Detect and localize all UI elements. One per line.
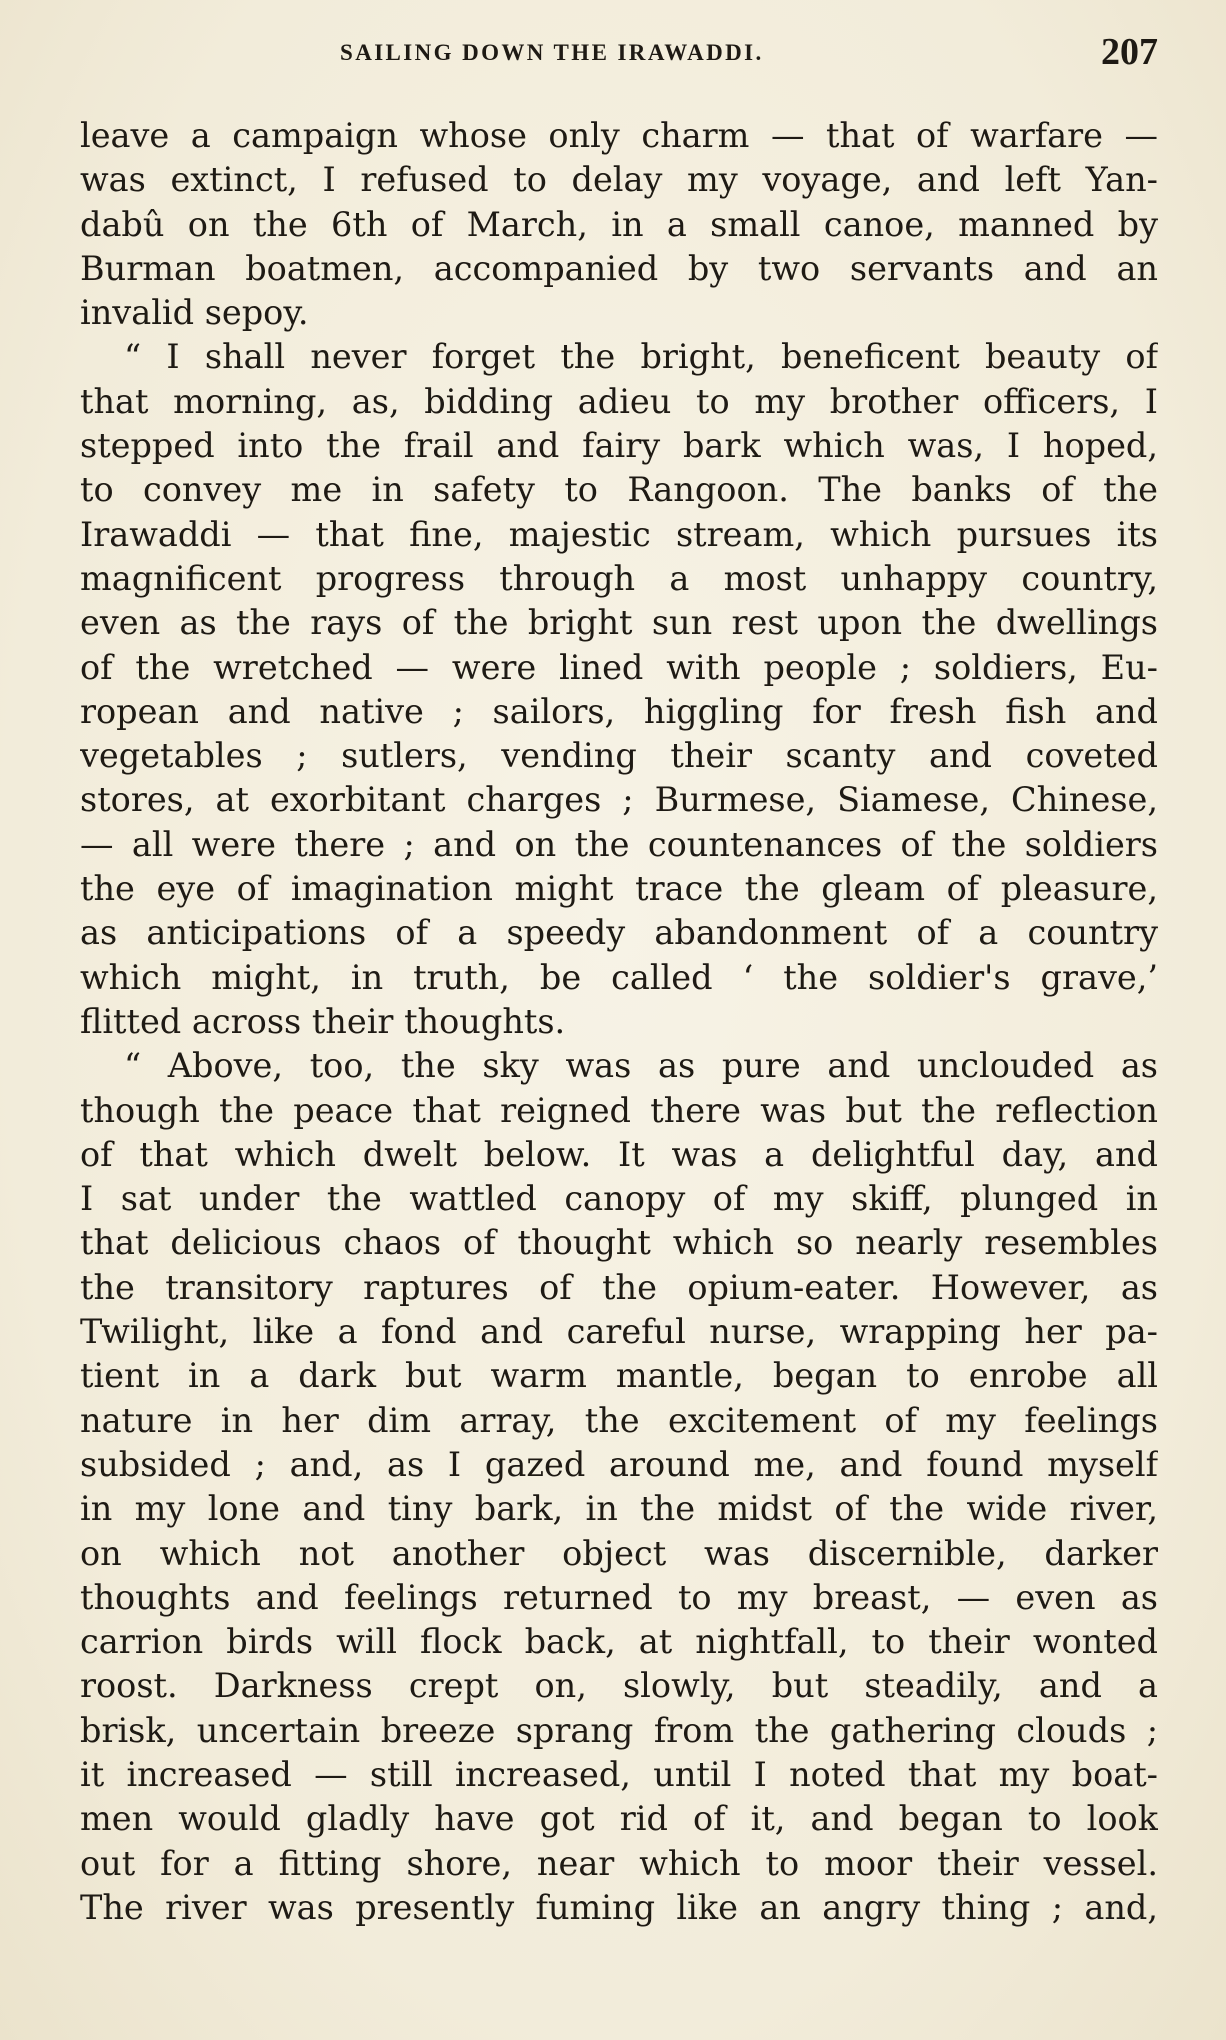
text-line: the eye of imagination might trace the gleam of pleasure, <box>80 869 1158 909</box>
body-text <box>80 114 1158 1930</box>
text-line: brisk, uncertain breeze sprang from the gathering clouds ; <box>80 1710 1158 1750</box>
text-line: it increased — still increased, until I noted that my boat- <box>80 1754 1158 1794</box>
text-line: was extinct, I refused to delay my voyage, and left Yan- <box>80 160 1158 200</box>
text-line: I sat under the wattled canopy of my skiff, plunged in <box>80 1179 1158 1219</box>
text-line: nature in her dim array, the excitement of my feelings <box>80 1400 1158 1440</box>
text-line: vegetables ; sutlers, vending their scanty and coveted <box>80 736 1158 776</box>
text-line: of the wretched — were lined with people ; soldiers, Eu- <box>80 647 1158 687</box>
text-line: leave a campaign whose only charm — that of warfare — <box>80 116 1158 155</box>
page-number: 207 <box>1101 31 1158 73</box>
text-line: Burman boatmen, accompanied by two servants and an <box>80 248 1158 288</box>
text-line: stores, at exorbitant charges ; Burmese, Siamese, Chinese, <box>80 780 1158 820</box>
text-line: that delicious chaos of thought which so nearly resembles <box>80 1223 1158 1263</box>
text-line: thoughts and feelings returned to my breast, — even as <box>80 1577 1158 1617</box>
text-line: subsided ; and, as I gazed around me, and found myself <box>80 1444 1158 1484</box>
text-line: ropean and native ; sailors, higgling for fresh fish and <box>80 691 1158 731</box>
text-line: as anticipations of a speedy abandonment of a country <box>80 913 1158 953</box>
text-line: men would gladly have got rid of it, and began to look <box>80 1799 1158 1839</box>
text-line: tient in a dark but warm mantle, began to enrobe all <box>80 1356 1158 1396</box>
text-line: the transitory raptures of the opium-eater. However, as <box>80 1267 1158 1307</box>
text-line: out for a fitting shore, near which to moor their vessel. <box>80 1843 1158 1883</box>
text-line: roost. Darkness crept on, slowly, but steadily, and a <box>80 1666 1158 1706</box>
paragraph-start-line: “ Above, too, the sky was as pure and unclouded as <box>124 1046 1158 1086</box>
text-line: that morning, as, bidding adieu to my brother officers, I <box>80 381 1158 421</box>
text-line: dabû on the 6th of March, in a small canoe, manned by <box>80 204 1158 244</box>
text-line: carrion birds will flock back, at nightfall, to their wonted <box>80 1622 1158 1662</box>
text-line: to convey me in safety to Rangoon. The banks of the <box>80 470 1158 510</box>
text-line: flitted across their thoughts. <box>80 1001 566 1041</box>
text-line: even as the rays of the bright sun rest upon the dwellings <box>80 603 1158 643</box>
text-line: The river was presently fuming like an angry thing ; and, <box>80 1887 1158 1927</box>
running-header <box>80 30 1158 80</box>
text-line: which might, in truth, be called ‘ the soldier's grave,’ <box>80 957 1158 997</box>
text-line: magnificent progress through a most unhappy country, <box>80 558 1158 598</box>
text-line: Irawaddi — that fine, majestic stream, which pursues its <box>80 514 1158 554</box>
text-line: — all were there ; and on the countenances of the soldiers <box>80 824 1158 864</box>
text-line: in my lone and tiny bark, in the midst of the wide river, <box>80 1489 1158 1529</box>
text-line: of that which dwelt below. It was a delightful day, and <box>80 1134 1158 1174</box>
text-line: on which not another object was discernible, darker <box>80 1533 1158 1573</box>
header-title: SAILING DOWN THE IRAWADDI. <box>340 40 764 65</box>
text-line: though the peace that reigned there was but the reflection <box>80 1090 1158 1130</box>
text-line: Twilight, like a fond and careful nurse, wrapping her pa- <box>80 1312 1158 1352</box>
text-line: stepped into the frail and fairy bark which was, I hoped, <box>80 426 1158 466</box>
paragraph-start-line: “ I shall never forget the bright, beneficent beauty of <box>124 337 1158 377</box>
text-line: invalid sepoy. <box>80 293 309 333</box>
